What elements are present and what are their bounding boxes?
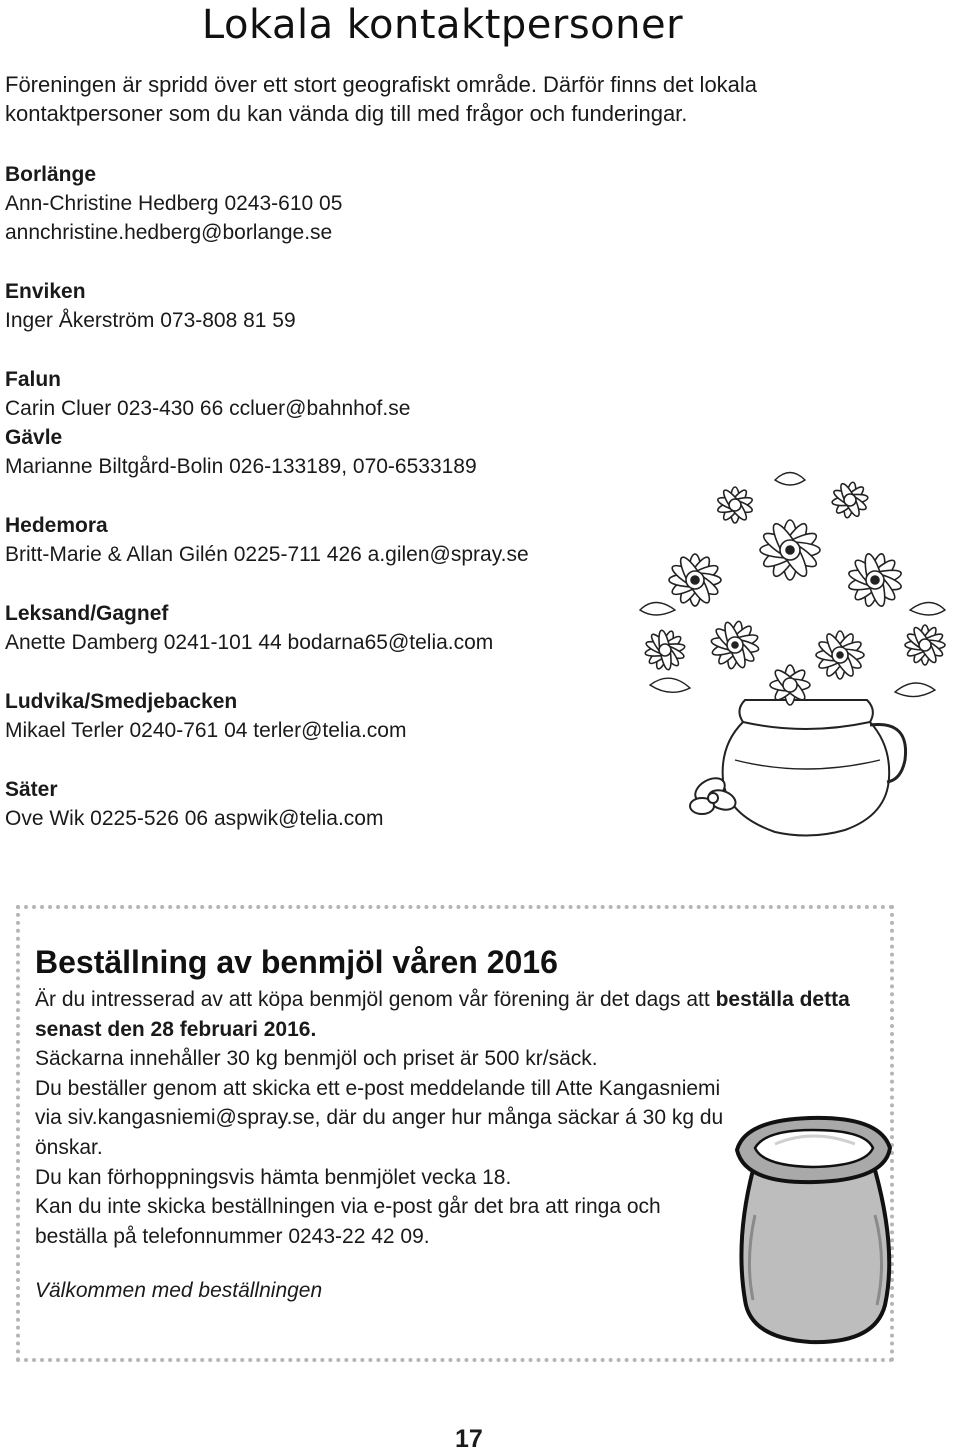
contact-leksand-gagnef bbox=[5, 599, 645, 657]
contact-town: Säter bbox=[5, 778, 58, 801]
contact-enviken bbox=[5, 277, 645, 335]
contact-town: Enviken bbox=[5, 280, 86, 303]
order-deadline-bold: beställa detta senast den 28 februari 2016. bbox=[35, 988, 850, 1041]
contact-hedemora bbox=[5, 511, 645, 569]
page-title: Lokala kontaktpersoner bbox=[201, 2, 684, 48]
order-paragraph-phone: Kan du inte skicka beställningen via e-post går det bra att ringa och beställa på telefonnummer 0243-22 42 09. bbox=[35, 1195, 661, 1248]
contact-ludvika-smedjebacken bbox=[5, 687, 645, 745]
contact-town: Leksand/Gagnef bbox=[5, 602, 169, 625]
contact-borlange bbox=[5, 160, 645, 247]
contact-info: Carin Cluer 023-430 66 ccluer@bahnhof.se bbox=[5, 397, 411, 420]
order-paragraph-deadline bbox=[35, 985, 855, 1044]
contact-town: Ludvika/Smedjebacken bbox=[5, 690, 238, 713]
contact-town: Gävle bbox=[5, 426, 63, 449]
intro-text: Föreningen är spridd över ett stort geografiskt område. Därför finns det lokala kontaktpersoner som du kan vända dig till med frågor och funderingar. bbox=[5, 72, 758, 126]
contact-sater bbox=[5, 775, 645, 833]
contact-town: Hedemora bbox=[5, 514, 108, 537]
contact-town: Falun bbox=[5, 368, 61, 391]
order-paragraph-price: Säckarna innehåller 30 kg benmjöl och priset är 500 kr/säck. bbox=[35, 1047, 598, 1071]
contact-info: Inger Åkerström 073-808 81 59 bbox=[5, 309, 296, 332]
contact-info: Anette Damberg 0241-101 44 bodarna65@telia.com bbox=[5, 631, 494, 654]
contact-gavle bbox=[5, 423, 645, 481]
order-title: Beställning av benmjöl våren 2016 bbox=[35, 944, 558, 980]
order-paragraph-how: Du beställer genom att skicka ett e-post meddelande till Atte Kangasniemi via siv.kangasniemi@spray.se, där du anger hur många säckar á 30 kg du önskar. bbox=[35, 1076, 724, 1159]
order-closing: Välkommen med beställningen bbox=[35, 1279, 323, 1302]
contact-info: Mikael Terler 0240-761 04 terler@telia.com bbox=[5, 719, 407, 742]
flower-vase-icon bbox=[625, 460, 960, 845]
contact-info: Britt-Marie & Allan Gilén 0225-711 426 a.gilen@spray.se bbox=[5, 543, 529, 566]
order-deadline-text: Är du intresserad av att köpa benmjöl genom vår förening är det dags att bbox=[35, 988, 716, 1011]
order-paragraph-pickup: Du kan förhoppningsvis hämta benmjölet vecka 18. bbox=[35, 1165, 512, 1189]
contact-info: Ann-Christine Hedberg 0243-610 05 annchristine.hedberg@borlange.se bbox=[5, 192, 343, 244]
contact-list bbox=[5, 160, 645, 833]
contact-info: Ove Wik 0225-526 06 aspwik@telia.com bbox=[5, 807, 384, 830]
flour-sack-icon bbox=[725, 1100, 900, 1350]
contact-info: Marianne Biltgård-Bolin 026-133189, 070-6533189 bbox=[5, 455, 477, 478]
page-number: 17 bbox=[455, 1425, 483, 1453]
contact-falun bbox=[5, 365, 645, 423]
contact-town: Borlänge bbox=[5, 163, 97, 186]
